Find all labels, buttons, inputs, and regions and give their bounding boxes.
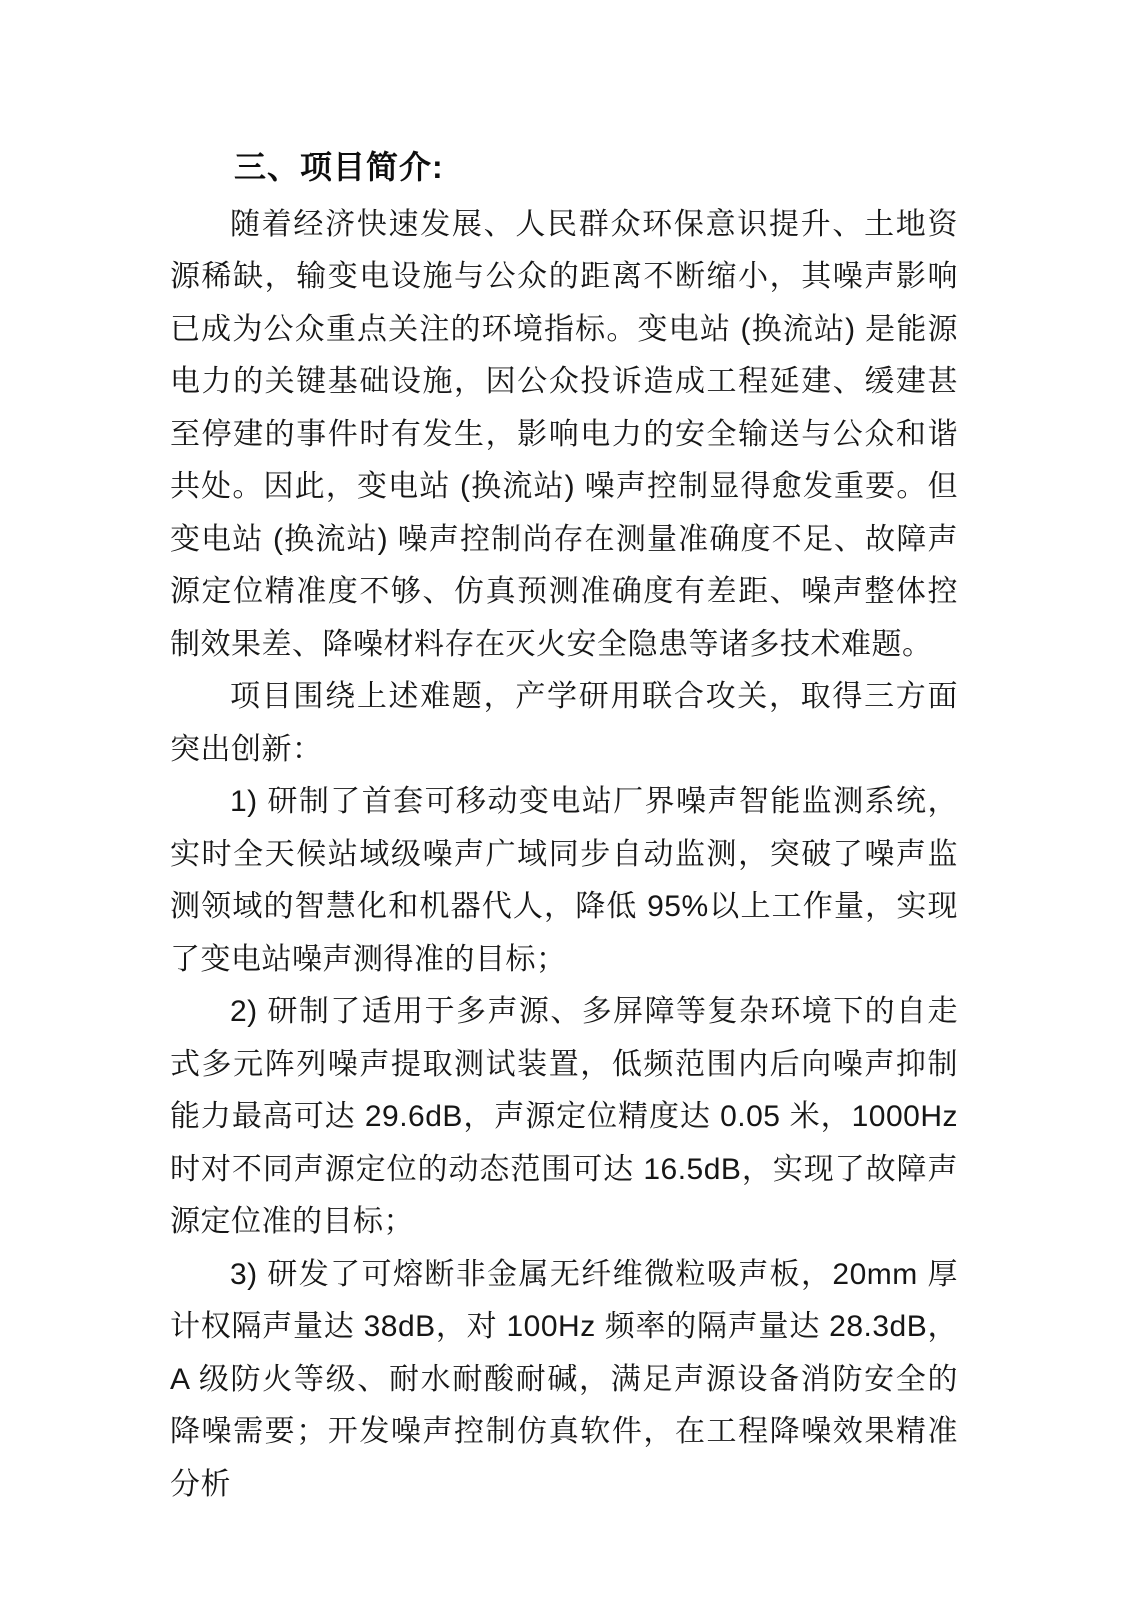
paragraph-innovation-1: 1) 研制了首套可移动变电站厂界噪声智能监测系统，实时全天候站域级噪声广域同步自动监测，突破了噪声监测领域的智慧化和机器代人，降低 95%以上工作量，实现了变电站噪声测得准的目标； xyxy=(170,785,958,976)
section-heading: 三、项目简介: xyxy=(234,149,444,185)
paragraph-innovation-summary: 项目围绕上述难题，产学研用联合攻关，取得三方面突出创新： xyxy=(170,680,958,766)
paragraph-innovation-3: 3) 研发了可熔断非金属无纤维微粒吸声板，20mm 厚计权隔声量达 38dB，对 100Hz 频率的隔声量达 28.3dB，A 级防火等级、耐水耐酸耐碱，满足声源设备消防安全的降噪需要；开发噪声控制仿真软件，在工程降噪效果精准分析 xyxy=(170,1257,958,1501)
paragraph-innovation-2: 2) 研制了适用于多声源、多屏障等复杂环境下的自走式多元阵列噪声提取测试装置，低频范围内后向噪声抑制能力最高可达 29.6dB，声源定位精度达 0.05 米，1000Hz 时对不同声源定位的动态范围可达 16.5dB，实现了故障声源定位准的目标； xyxy=(170,995,958,1238)
paragraph-background: 随着经济快速发展、人民群众环保意识提升、土地资源稀缺，输变电设施与公众的距离不断缩小，其噪声影响已成为公众重点关注的环境指标。变电站 (换流站) 是能源电力的关键基础设施，因公众投诉造成工程延建、缓建甚至停建的事件时有发生，影响电力的安全输送与公众和谐共处。因此，变电站 (换流站) 噪声控制显得愈发重要。但变电站 (换流站) 噪声控制尚存在测量准确度不足、故障声源定位精准度不够、仿真预测准确度有差距、噪声整体控制效果差、降噪材料存在灭火安全隐患等诸多技术难题。 xyxy=(170,207,958,661)
